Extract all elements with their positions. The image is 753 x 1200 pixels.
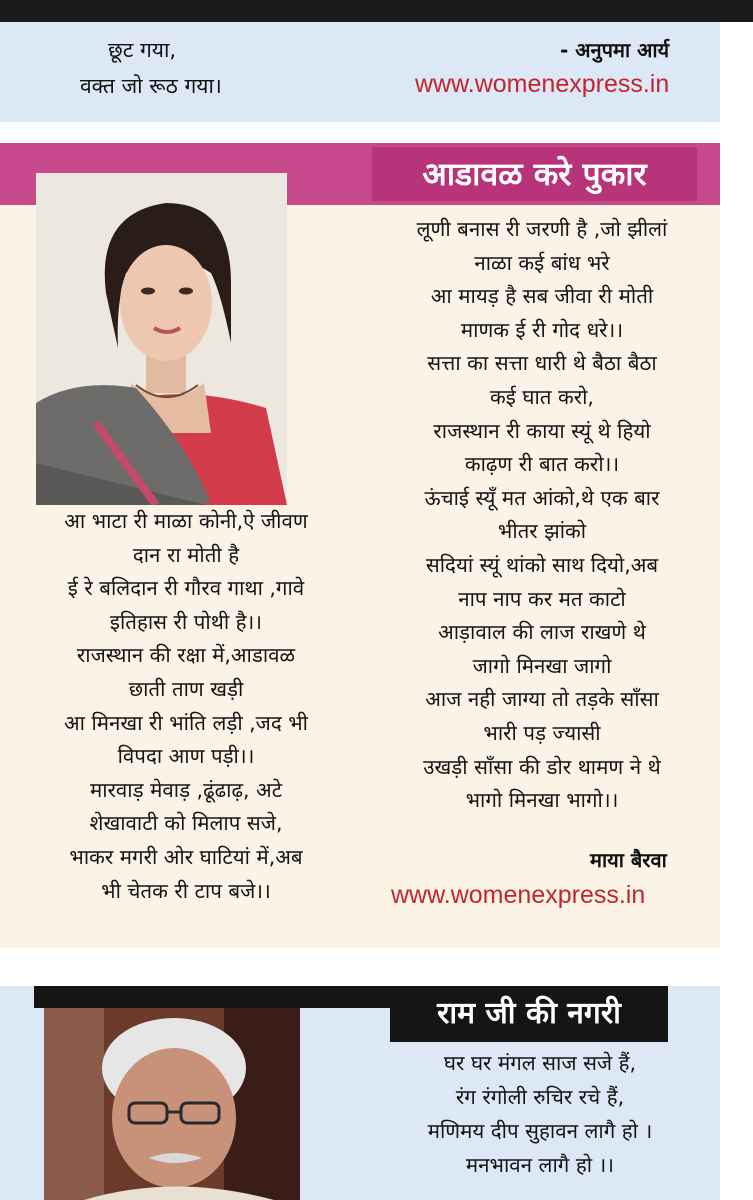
- poet-photo: [44, 1008, 300, 1200]
- poem-line: लूणी बनास री जरणी है ,जो झीलां: [416, 217, 668, 241]
- poem-line: काढ़ण री बात करो।।: [464, 452, 620, 477]
- poem-line: मनभावन लागै हो ।।: [465, 1153, 615, 1177]
- poem-line: नाप नाप कर मत काटो: [458, 586, 626, 611]
- poem-line: आड़ावाल की लाज राखणे थे: [438, 620, 646, 645]
- poem-line: मारवाड़ मेवाड़ ,ढूंढाढ़, अटे: [89, 777, 283, 802]
- right-poem-column: [372, 213, 712, 818]
- poet-photo: [36, 173, 287, 505]
- poem-line: भीतर झांको: [497, 519, 587, 544]
- poem-line: जागो मिनखा जागो: [472, 653, 612, 678]
- poem-title: राम जी की नगरी: [390, 986, 668, 1042]
- poem-line: राजस्थान की रक्षा में,आडावळ: [76, 643, 296, 668]
- poem-line: सदियां स्यूं थांको साथ दियो,अब: [425, 552, 659, 577]
- poem-line: शेखावाटी को मिलाप सजे,: [89, 811, 283, 836]
- top-poem-section: [0, 22, 720, 122]
- poem-line: आज नही जाग्या तो तड़के साँसा: [425, 687, 659, 712]
- poem-line: मणिमय दीप सुहावन लागै हो ।: [427, 1119, 653, 1143]
- poem-line: उखड़ी साँसा की डोर थामण ने थे: [423, 754, 661, 779]
- poem-line: ई रे बलिदान री गौरव गाथा ,गावे: [67, 576, 305, 601]
- top-poem-line: छूट गया,: [108, 38, 177, 62]
- poem-line: भारी पड़ ज्यासी: [483, 720, 601, 745]
- bottom-poem-column: [360, 1046, 720, 1182]
- poem-line: राजस्थान री काया स्यूं थे हियो: [433, 418, 651, 443]
- poem-line: भाकर मगरी ओर घाटियां में,अब: [69, 844, 303, 869]
- poem-line: भागो मिनखा भागो।।: [465, 788, 619, 813]
- poem-line: आ भाटा री माळा कोनी,ऐ जीवण: [64, 509, 308, 533]
- ram-ji-poem-section: [0, 986, 720, 1200]
- poem-line: रंग रंगोली रुचिर रचे हैं,: [455, 1085, 625, 1109]
- poem-line: दान रा मोती है: [132, 542, 240, 567]
- website-credit: www.womenexpress.in: [391, 881, 646, 909]
- poem-line: माणक ई री गोद धरे।।: [460, 317, 624, 342]
- poem-line: आ मायड़ है सब जीवा री मोती: [430, 284, 654, 309]
- poem-line: सत्ता का सत्ता धारी थे बैठा बैठा: [427, 351, 657, 376]
- poem-line: भी चेतक री टाप बजे।।: [101, 878, 271, 903]
- top-poem-author: - अनुपमा आर्य: [560, 38, 670, 62]
- poem-line: इतिहास री पोथी है।।: [109, 609, 263, 634]
- poem-line: विपदा आण पड़ी।।: [117, 744, 255, 769]
- poem-line: घर घर मंगल साज सजे हैं,: [443, 1051, 637, 1075]
- top-dark-strip: [0, 0, 753, 22]
- poem-line: ऊंचाई स्यूँ मत आंको,थे एक बार: [424, 485, 660, 510]
- top-poem-line: वक्त जो रूठ गया।: [80, 74, 222, 98]
- poem-title: आडावळ करे पुकार: [372, 147, 697, 201]
- poem-line: आ मिनखा री भांति लड़ी ,जद भी: [64, 710, 308, 735]
- poem-line: नाळा कई बांध भरे: [474, 250, 610, 275]
- poem-author: माया बैरवा: [590, 848, 667, 872]
- section-header-strip: [34, 986, 390, 1008]
- left-poem-column: [0, 505, 372, 908]
- aadaval-poem-section: [0, 143, 720, 948]
- poem-line: कई घात करो,: [490, 384, 594, 409]
- poem-line: छाती ताण खड़ी: [128, 676, 244, 701]
- website-credit: www.womenexpress.in: [415, 70, 670, 98]
